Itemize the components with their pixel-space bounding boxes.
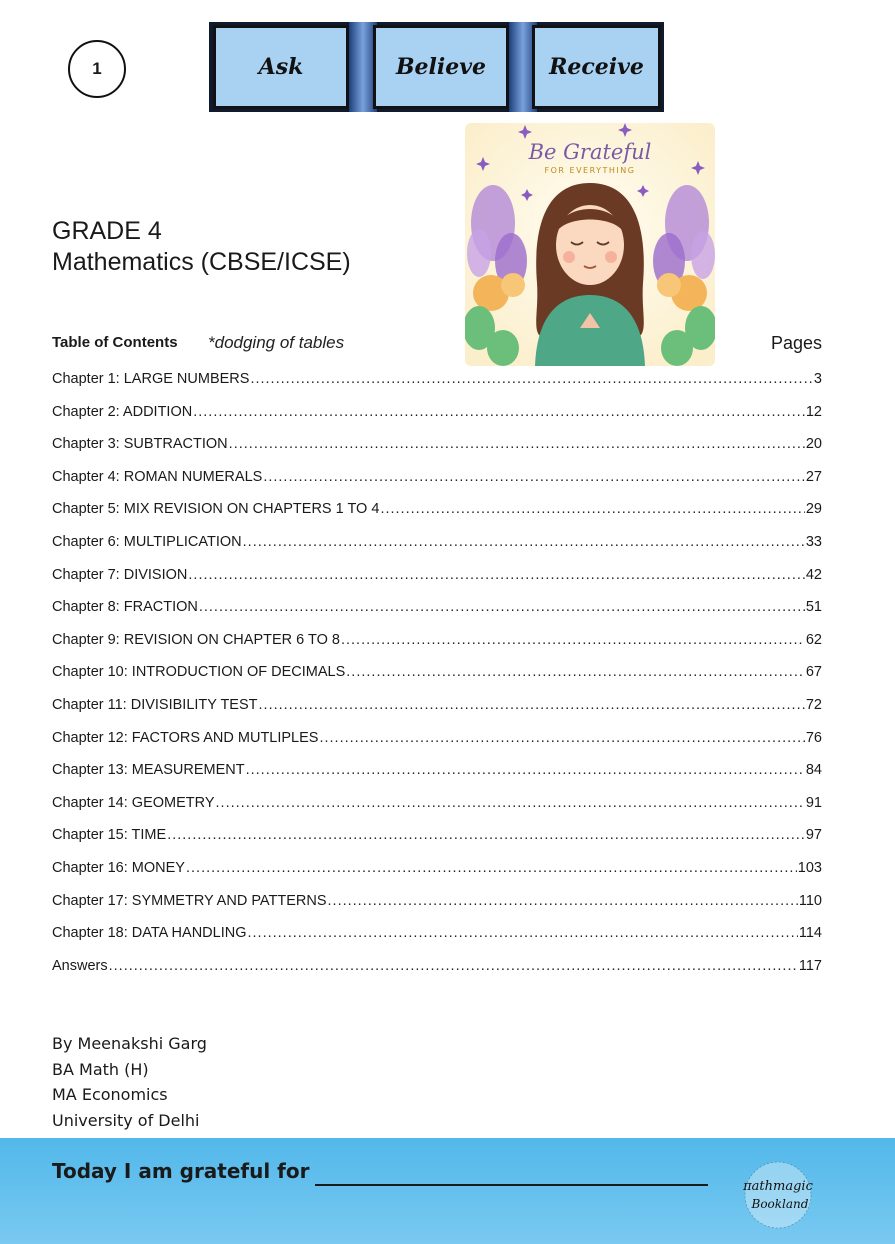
toc-entry-page: 20 bbox=[805, 436, 822, 453]
toc-entry-label: Chapter 3: SUBTRACTION bbox=[52, 436, 228, 453]
toc-leader-dots bbox=[263, 469, 805, 485]
toc-leader-dots bbox=[186, 860, 797, 876]
toc-leader-dots bbox=[319, 730, 804, 746]
toc-entry-page: 114 bbox=[798, 925, 822, 942]
toc-entry[interactable] bbox=[52, 697, 822, 730]
toc-entry[interactable] bbox=[52, 567, 822, 600]
toc-entry-label: Chapter 9: REVISION ON CHAPTER 6 TO 8 bbox=[52, 631, 340, 648]
toc-entry-label: Chapter 14: GEOMETRY bbox=[52, 794, 215, 811]
right-cheek bbox=[605, 251, 617, 263]
toc-note: *dodging of tables bbox=[208, 333, 345, 352]
toc-entry[interactable] bbox=[52, 730, 822, 763]
author-university: University of Delhi bbox=[52, 1110, 200, 1130]
toc-entry-page: 12 bbox=[805, 403, 822, 420]
svg-text:πathmagic: πathmagic bbox=[743, 1179, 813, 1194]
bookland-logo bbox=[728, 1160, 828, 1230]
toc-entry[interactable] bbox=[52, 632, 822, 665]
toc-entry-page: 91 bbox=[805, 794, 822, 811]
author-name: By Meenakshi Garg bbox=[52, 1034, 207, 1053]
banner-word-ask: Ask bbox=[213, 25, 349, 109]
gratitude-write-line[interactable] bbox=[315, 1184, 708, 1186]
author-block bbox=[52, 1031, 207, 1133]
toc-entry-label: Chapter 1: LARGE NUMBERS bbox=[52, 371, 250, 387]
toc-entry-label: Chapter 4: ROMAN NUMERALS bbox=[52, 468, 263, 485]
author-degree-1: BA Math (H) bbox=[52, 1059, 149, 1079]
toc-entry-label: Chapter 7: DIVISION bbox=[52, 566, 188, 583]
toc-entry[interactable] bbox=[52, 827, 822, 860]
toc-entry[interactable] bbox=[52, 534, 822, 567]
pages-column-label: Pages bbox=[771, 333, 823, 353]
toc-entry-label: Chapter 5: MIX REVISION ON CHAPTERS 1 TO 4 bbox=[52, 501, 380, 518]
grade-title: GRADE 4 bbox=[52, 217, 162, 245]
author-degree-2: MA Economics bbox=[52, 1085, 168, 1104]
toc-entry[interactable] bbox=[52, 469, 822, 502]
ask-believe-receive-banner bbox=[209, 22, 664, 112]
gratitude-footer bbox=[0, 1138, 895, 1244]
toc-entry[interactable] bbox=[52, 795, 822, 828]
gratitude-prompt: Today I am grateful for bbox=[52, 1159, 310, 1183]
banner-word-receive: Receive bbox=[532, 25, 661, 109]
toc-entry-label: Chapter 15: TIME bbox=[52, 827, 167, 844]
toc-entry-label: Chapter 10: INTRODUCTION OF DECIMALS bbox=[52, 664, 346, 681]
toc-leader-dots bbox=[193, 404, 805, 420]
toc-entry-page: 33 bbox=[805, 533, 822, 550]
toc-entry-label: Chapter 12: FACTORS AND MUTLIPLES bbox=[52, 729, 319, 746]
toc-entry-page: 76 bbox=[805, 729, 822, 746]
toc-leader-dots bbox=[247, 925, 797, 941]
toc-entry[interactable] bbox=[52, 860, 822, 893]
toc-leader-dots bbox=[229, 436, 805, 452]
page-number-badge: 1 bbox=[68, 40, 126, 98]
be-grateful-illustration bbox=[465, 123, 715, 366]
illustration-heading: Be Grateful bbox=[528, 140, 652, 164]
toc-entry[interactable] bbox=[52, 958, 822, 991]
toc-entry-page: 67 bbox=[805, 664, 822, 681]
toc-entry-page: 42 bbox=[805, 566, 822, 583]
banner-word-believe: Believe bbox=[373, 25, 509, 109]
toc-entry-label: Chapter 18: DATA HANDLING bbox=[52, 925, 247, 942]
toc-entry-page: 3 bbox=[813, 371, 822, 387]
toc-entry-label: Chapter 6: MULTIPLICATION bbox=[52, 533, 242, 550]
toc-leader-dots bbox=[246, 762, 805, 778]
toc-heading: Table of Contents bbox=[52, 334, 178, 351]
toc-entry[interactable] bbox=[52, 404, 822, 437]
toc-leader-dots bbox=[243, 534, 805, 550]
toc-leader-dots bbox=[109, 958, 798, 974]
toc-leader-dots bbox=[346, 664, 805, 680]
toc-entry-label: Chapter 13: MEASUREMENT bbox=[52, 762, 245, 779]
toc-entry-page: 110 bbox=[798, 892, 822, 909]
toc-leader-dots bbox=[380, 501, 804, 517]
table-of-contents bbox=[52, 371, 822, 990]
toc-entry-page: 97 bbox=[805, 827, 822, 844]
toc-leader-dots bbox=[259, 697, 805, 713]
toc-leader-dots bbox=[250, 371, 812, 387]
subject-title: Mathematics (CBSE/ICSE) bbox=[52, 248, 351, 276]
toc-entry-page: 84 bbox=[805, 762, 822, 779]
illustration-subheading: FOR EVERYTHING bbox=[544, 166, 636, 175]
toc-entry-label: Chapter 11: DIVISIBILITY TEST bbox=[52, 696, 258, 713]
toc-entry-page: 117 bbox=[798, 957, 822, 974]
toc-entry-page: 62 bbox=[805, 631, 822, 648]
toc-entry[interactable] bbox=[52, 925, 822, 958]
book-title bbox=[52, 216, 351, 278]
toc-leader-dots bbox=[341, 632, 805, 648]
toc-entry[interactable] bbox=[52, 599, 822, 632]
toc-entry[interactable] bbox=[52, 501, 822, 534]
toc-entry[interactable] bbox=[52, 371, 822, 404]
toc-entry[interactable] bbox=[52, 664, 822, 697]
toc-entry-page: 72 bbox=[805, 696, 822, 713]
left-cheek bbox=[563, 251, 575, 263]
svg-text:Bookland: Bookland bbox=[751, 1197, 809, 1211]
toc-entry-page: 103 bbox=[797, 859, 822, 876]
toc-entry-page: 29 bbox=[805, 501, 822, 518]
toc-leader-dots bbox=[216, 795, 805, 811]
toc-entry-page: 51 bbox=[805, 599, 822, 616]
toc-entry[interactable] bbox=[52, 436, 822, 469]
toc-entry-page: 27 bbox=[805, 468, 822, 485]
toc-leader-dots bbox=[167, 827, 805, 843]
toc-entry-label: Chapter 8: FRACTION bbox=[52, 599, 198, 616]
toc-leader-dots bbox=[188, 567, 804, 583]
toc-entry-label: Chapter 2: ADDITION bbox=[52, 403, 193, 420]
toc-entry[interactable] bbox=[52, 893, 822, 926]
toc-entry-label: Chapter 17: SYMMETRY AND PATTERNS bbox=[52, 892, 327, 909]
toc-entry[interactable] bbox=[52, 762, 822, 795]
toc-leader-dots bbox=[199, 599, 805, 615]
toc-entry-label: Chapter 16: MONEY bbox=[52, 859, 185, 876]
toc-entry-label: Answers bbox=[52, 957, 108, 974]
toc-leader-dots bbox=[328, 893, 798, 909]
